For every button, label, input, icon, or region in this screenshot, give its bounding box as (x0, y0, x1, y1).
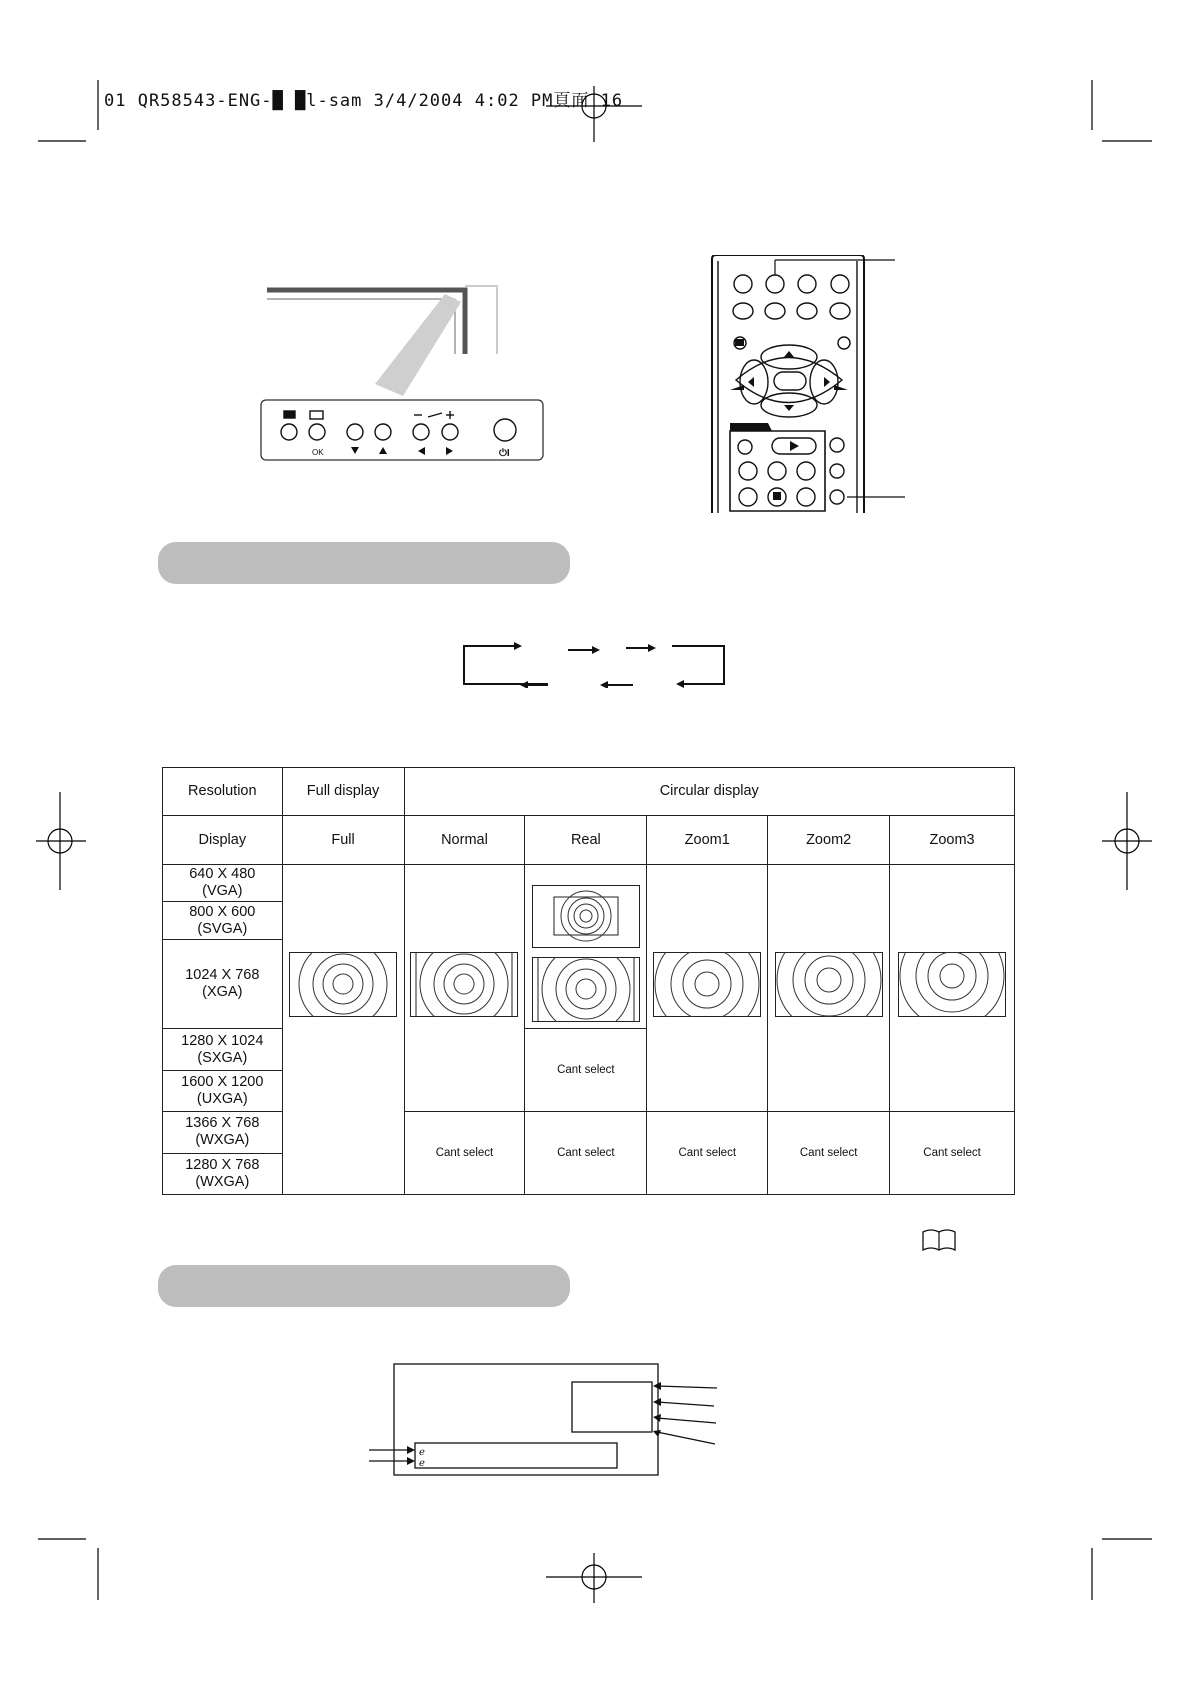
arrow-right-icon (592, 646, 600, 654)
section-heading-bar-1 (158, 542, 570, 584)
normal-display-preview (410, 952, 518, 1017)
up-button (375, 424, 391, 440)
left-minus-button (413, 424, 429, 440)
svg-text:ℯ: ℯ (419, 1447, 425, 1458)
zoom3-cant-select: Cant select (890, 1112, 1015, 1195)
header-zoom2: Zoom2 (768, 816, 890, 864)
resolution-cell: 1600 X 1200 (UXGA) (163, 1070, 283, 1111)
zoom1-display-preview (653, 952, 761, 1017)
full-display-preview (289, 952, 397, 1017)
real-column-cell (525, 864, 647, 1029)
zoom2-column-cell (768, 864, 890, 1111)
normal-cant-select: Cant select (404, 1112, 525, 1195)
header-real: Real (525, 816, 647, 864)
up-icon (379, 447, 387, 454)
arrow-left-icon (653, 1430, 661, 1437)
svg-text:ℯ: ℯ (419, 1458, 425, 1469)
down-icon (351, 447, 359, 454)
resolution-cell: 640 X 480 (VGA) (163, 864, 283, 902)
input-icon (310, 411, 323, 419)
section-heading-bar-2 (158, 1265, 570, 1307)
header-full: Full (282, 816, 404, 864)
resolution-cell: 1366 X 768 (WXGA) (163, 1112, 283, 1153)
arrow-right-icon (407, 1446, 415, 1454)
arrow-left-icon (600, 681, 608, 688)
real-display-preview (532, 957, 640, 1022)
right-icon (446, 447, 453, 455)
header-display: Display (163, 816, 283, 864)
header-zoom3: Zoom3 (890, 816, 1015, 864)
full-column-cell (282, 864, 404, 1194)
zoom3-column-cell (890, 864, 1015, 1111)
real-cant-select: Cant select (525, 1029, 647, 1112)
resolution-cell: 1024 X 768 (XGA) (163, 940, 283, 1029)
arrow-left-icon (653, 1414, 661, 1422)
zoom3-display-preview (898, 952, 1006, 1017)
header-resolution: Resolution (163, 768, 283, 816)
zoom1-column-cell (647, 864, 768, 1111)
resolution-cell: 1280 X 768 (WXGA) (163, 1153, 283, 1194)
arrow-left-icon (653, 1382, 661, 1390)
header-circular-display: Circular display (404, 768, 1015, 816)
arrow-right-icon (407, 1457, 415, 1465)
resolution-cell: 1280 X 1024 (SXGA) (163, 1029, 283, 1070)
header-normal: Normal (404, 816, 525, 864)
arrow-right-icon (514, 642, 522, 650)
real-small-preview (532, 885, 640, 948)
normal-column-cell (404, 864, 525, 1111)
input-ok-button (309, 424, 325, 440)
power-button (494, 419, 516, 441)
menu-icon (284, 411, 295, 418)
zoom2-display-preview (775, 952, 883, 1017)
book-icon (921, 1228, 957, 1252)
arrow-left-icon (653, 1398, 661, 1406)
right-plus-button (442, 424, 458, 440)
mode-cycle-diagram (458, 638, 728, 688)
remote-control-illustration (700, 255, 910, 517)
header-zoom1: Zoom1 (647, 816, 768, 864)
screen-layout-diagram (365, 1360, 725, 1480)
zoom1-cant-select: Cant select (647, 1112, 768, 1195)
print-header: 01 QR58543-ENG-█ █l-sam 3/4/2004 4:02 PM頁面 16 (104, 91, 624, 111)
real-cant-select-wide: Cant select (525, 1112, 647, 1195)
svg-text:OK: OK (312, 448, 324, 457)
arrow-left-icon (520, 681, 528, 688)
left-icon (418, 447, 425, 455)
arrow-right-icon (648, 644, 656, 652)
zoom2-cant-select: Cant select (768, 1112, 890, 1195)
resolution-display-table (162, 767, 1015, 1195)
panel-buttons (270, 408, 530, 460)
resolution-cell: 800 X 600 (SVGA) (163, 902, 283, 940)
header-full-display: Full display (282, 768, 404, 816)
menu-return-button (281, 424, 297, 440)
down-button (347, 424, 363, 440)
svg-text:⏻I: ⏻I (499, 448, 510, 459)
arrow-left-icon (676, 680, 684, 688)
